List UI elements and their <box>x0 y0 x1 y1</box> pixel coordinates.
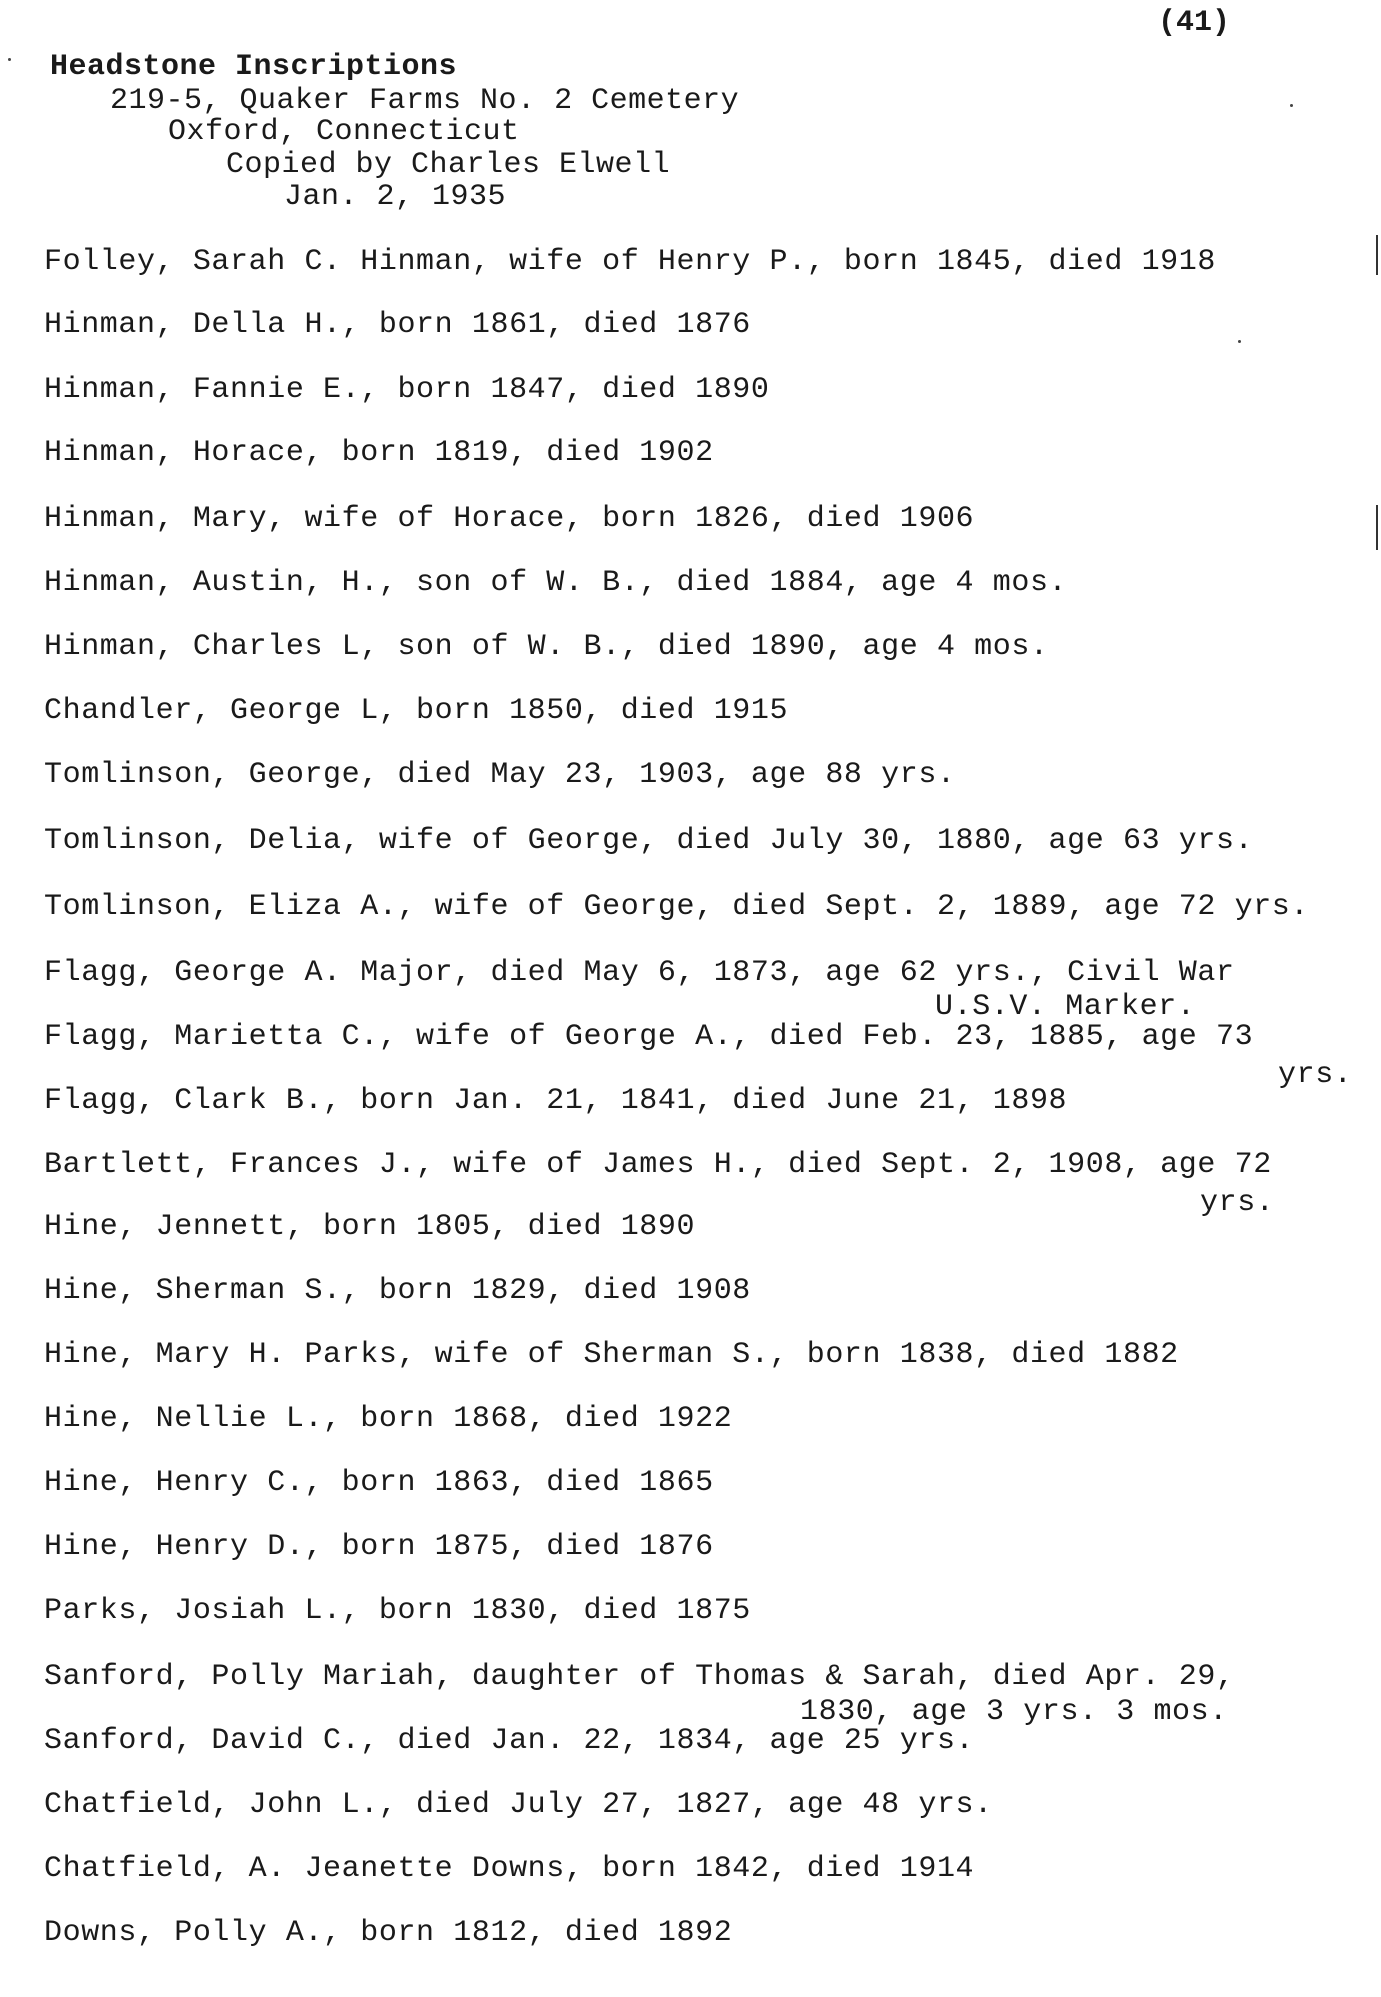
list-item: Flagg, Clark B., born Jan. 21, 1841, died June 21, 1898 <box>44 1084 1068 1118</box>
scan-edge-mark <box>1376 505 1378 550</box>
list-item-continuation: U.S.V. Marker. <box>935 990 1196 1024</box>
list-item: Hine, Henry C., born 1863, died 1865 <box>44 1466 714 1500</box>
header-date: Jan. 2, 1935 <box>284 180 507 214</box>
list-item: Sanford, Polly Mariah, daughter of Thomas & Sarah, died Apr. 29, <box>44 1660 1235 1694</box>
list-item: Tomlinson, Delia, wife of George, died July 30, 1880, age 63 yrs. <box>44 824 1254 858</box>
list-item: Downs, Polly A., born 1812, died 1892 <box>44 1916 733 1950</box>
list-item: Parks, Josiah L., born 1830, died 1875 <box>44 1594 751 1628</box>
list-item: Hinman, Charles L, son of W. B., died 1890, age 4 mos. <box>44 630 1049 664</box>
scan-edge-mark <box>1376 235 1378 275</box>
list-item: Hinman, Austin, H., son of W. B., died 1884, age 4 mos. <box>44 566 1068 600</box>
header-cemetery: 219-5, Quaker Farms No. 2 Cemetery <box>110 84 740 118</box>
list-item: Hinman, Horace, born 1819, died 1902 <box>44 436 714 470</box>
list-item: Chandler, George L, born 1850, died 1915 <box>44 694 789 728</box>
list-item: Chatfield, John L., died July 27, 1827, age 48 yrs. <box>44 1788 993 1822</box>
list-item: Hine, Nellie L., born 1868, died 1922 <box>44 1402 733 1436</box>
list-item: Hinman, Fannie E., born 1847, died 1890 <box>44 373 770 407</box>
page-number: (41) <box>1158 6 1231 40</box>
scan-speck <box>1290 104 1293 107</box>
header-copied-by: Copied by Charles Elwell <box>226 148 671 182</box>
header-location: Oxford, Connecticut <box>168 115 520 149</box>
list-item: Hinman, Della H., born 1861, died 1876 <box>44 308 751 342</box>
list-item-continuation: yrs. <box>1200 1186 1275 1220</box>
header-title: Headstone Inscriptions <box>50 50 458 84</box>
list-item: Flagg, George A. Major, died May 6, 1873, age 62 yrs., Civil War <box>44 956 1235 990</box>
list-item: Hine, Henry D., born 1875, died 1876 <box>44 1530 714 1564</box>
list-item: Chatfield, A. Jeanette Downs, born 1842, died 1914 <box>44 1852 975 1886</box>
list-item: Folley, Sarah C. Hinman, wife of Henry P., born 1845, died 1918 <box>44 245 1216 279</box>
list-item: Tomlinson, George, died May 23, 1903, age 88 yrs. <box>44 758 956 792</box>
list-item: Bartlett, Frances J., wife of James H., died Sept. 2, 1908, age 72 <box>44 1148 1272 1182</box>
list-item: Hine, Jennett, born 1805, died 1890 <box>44 1210 696 1244</box>
list-item: Hine, Mary H. Parks, wife of Sherman S., born 1838, died 1882 <box>44 1338 1179 1372</box>
list-item: Hinman, Mary, wife of Horace, born 1826, died 1906 <box>44 502 975 536</box>
scan-speck <box>1238 340 1241 343</box>
list-item: Sanford, David C., died Jan. 22, 1834, age 25 yrs. <box>44 1724 975 1758</box>
list-item: Hine, Sherman S., born 1829, died 1908 <box>44 1274 751 1308</box>
list-item-continuation: 1830, age 3 yrs. 3 mos. <box>800 1695 1228 1729</box>
scan-speck <box>8 58 11 61</box>
list-item: Tomlinson, Eliza A., wife of George, died Sept. 2, 1889, age 72 yrs. <box>44 890 1309 924</box>
list-item: Flagg, Marietta C., wife of George A., died Feb. 23, 1885, age 73 <box>44 1020 1254 1054</box>
list-item-continuation: yrs. <box>1278 1058 1353 1092</box>
